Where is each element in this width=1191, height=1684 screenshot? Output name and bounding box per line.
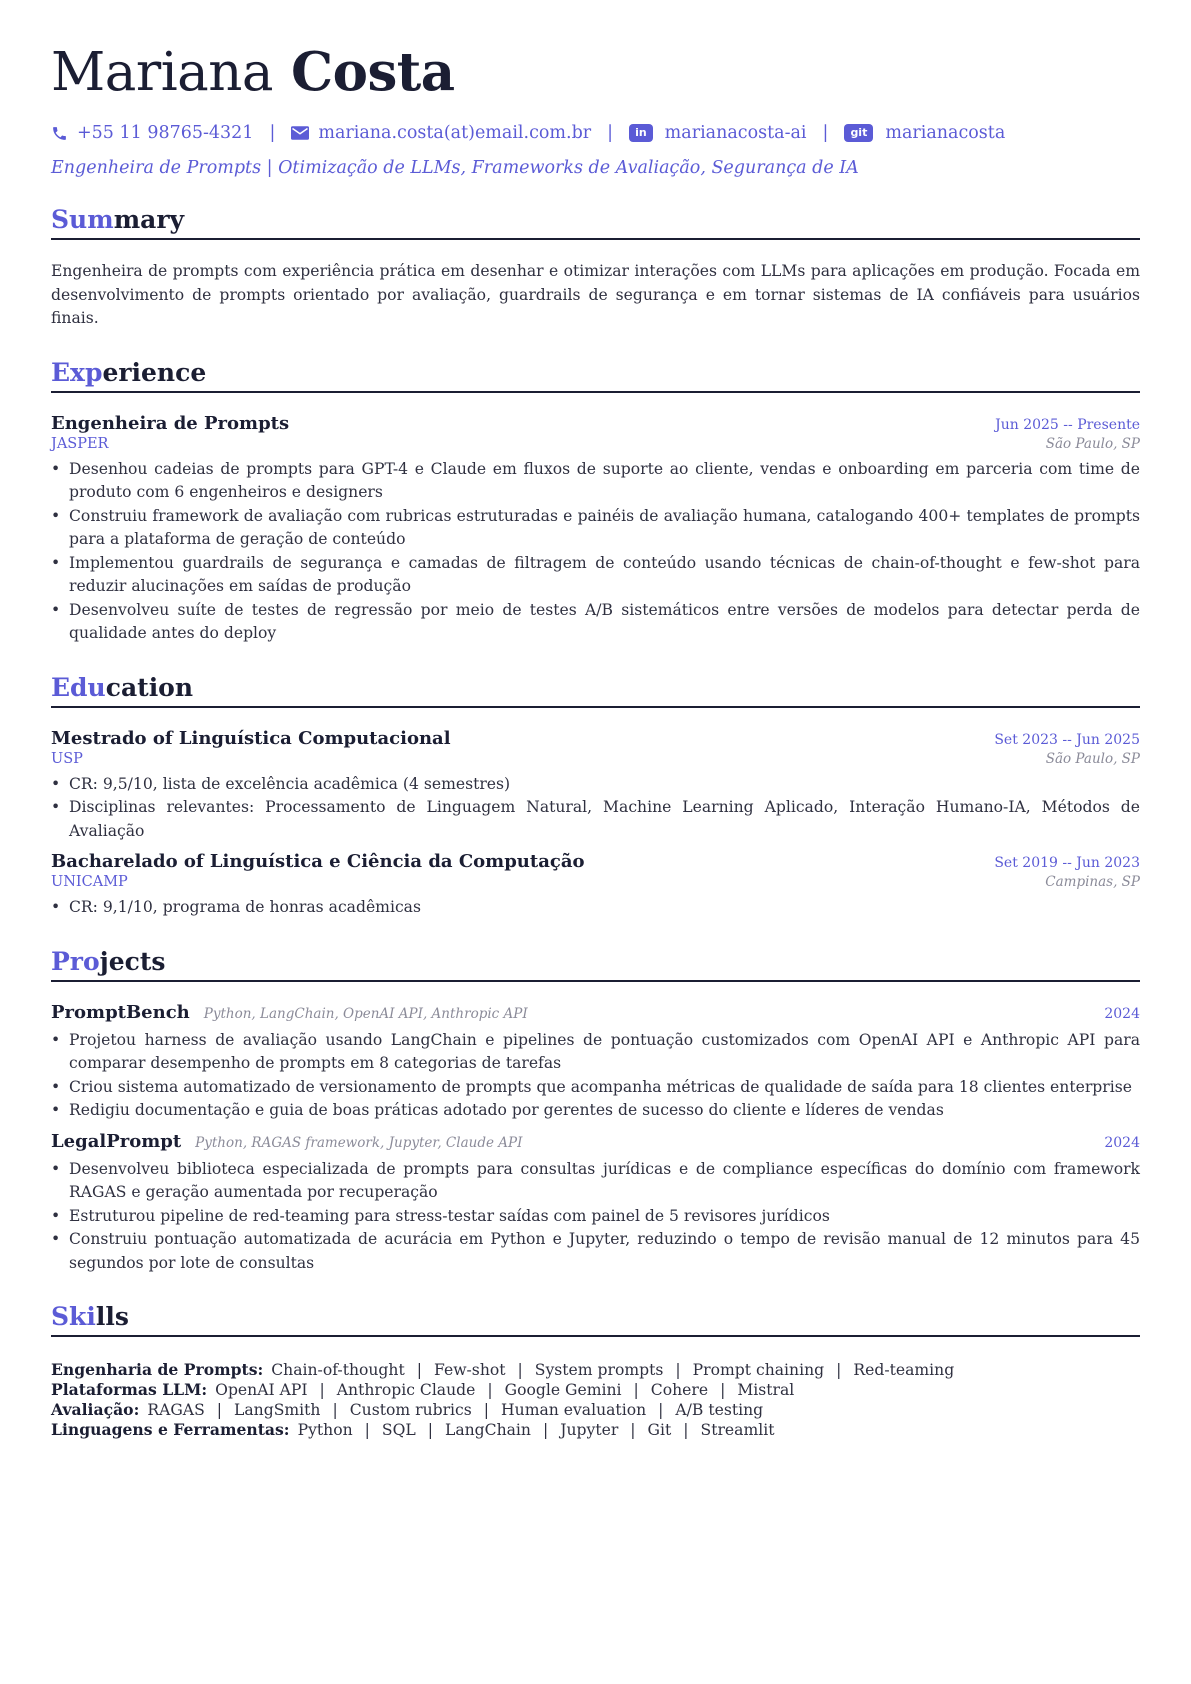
- skill-item: Few-shot: [434, 1361, 506, 1379]
- degree-bullets: [51, 896, 1140, 920]
- skill-item: Google Gemini: [504, 1381, 622, 1399]
- skill-item: SQL: [381, 1421, 416, 1439]
- project-year: 2024: [1104, 1005, 1140, 1022]
- skill-separator: |: [675, 1361, 681, 1379]
- skill-row: [51, 1380, 1140, 1400]
- envelope-icon: [291, 126, 309, 140]
- github-text: marianacosta: [885, 123, 1006, 143]
- skill-category: Linguagens e Ferramentas:: [51, 1420, 290, 1439]
- entry-subheader: [51, 436, 1140, 452]
- section-title-education: [51, 672, 1140, 708]
- skill-separator: |: [836, 1361, 842, 1379]
- list-item: • Desenhou cadeias de prompts para GPT-4 e Claude em fluxos de suporte ao cliente, vendas e onboarding em parceria com time de produto com 6 engenheiros e designers: [69, 458, 1140, 505]
- summary-text: Engenheira de prompts com experiência prática em desenhar e otimizar interações com LLMs para aplicações em produção. Focada em desenvolvimento de prompts orientado por avaliação, guardrails de segurança e em tornar sistemas de IA confiáveis para usuários finais.: [51, 262, 1140, 327]
- project-name: LegalPrompt: [51, 1130, 182, 1152]
- phone-text: +55 11 98765-4321: [77, 123, 254, 143]
- skill-separator: |: [364, 1421, 370, 1439]
- skill-item: LangChain: [444, 1421, 531, 1439]
- skills-list: [51, 1360, 1140, 1440]
- degree-title: Bacharelado of Linguística e Ciência da Computação: [51, 851, 585, 872]
- first-name: Mariana: [51, 42, 273, 103]
- skill-item: A/B testing: [675, 1401, 764, 1419]
- project-entry: [51, 1131, 1140, 1276]
- skill-item: Streamlit: [700, 1421, 775, 1439]
- contact-github[interactable]: [844, 123, 1005, 143]
- education-entry: [51, 851, 1140, 920]
- section-title-accent: Sum: [51, 205, 114, 234]
- skill-separator: |: [427, 1421, 433, 1439]
- candidate-name: [51, 36, 1140, 109]
- skill-item: Cohere: [650, 1381, 709, 1399]
- school-name: UNICAMP: [51, 874, 128, 890]
- school-location: São Paulo, SP: [1045, 750, 1140, 767]
- skill-separator: |: [319, 1381, 325, 1399]
- contact-linkedin[interactable]: [629, 123, 806, 143]
- contact-separator: |: [269, 123, 276, 143]
- list-item: • Redigiu documentação e guia de boas práticas adotado por gerentes de sucesso do cliente e líderes de vendas: [69, 1099, 1140, 1123]
- contact-email[interactable]: [291, 123, 591, 143]
- skill-item: OpenAI API: [215, 1381, 308, 1399]
- skill-separator: |: [542, 1421, 549, 1439]
- list-item: • CR: 9,1/10, programa de honras acadêmicas: [69, 896, 1140, 920]
- contact-separator: |: [822, 123, 829, 143]
- list-item: • Disciplinas relevantes: Processamento de Linguagem Natural, Machine Learning Aplicado, Interação Humano-IA, Métodos de Avaliação: [69, 796, 1140, 843]
- skill-separator: |: [216, 1401, 223, 1419]
- phone-icon: [51, 125, 68, 142]
- skill-item: Human evaluation: [501, 1401, 647, 1419]
- list-item: • Construiu pontuação automatizada de acurácia em Python e Jupyter, reduzindo o tempo de revisão manual de 12 minutos para 45 segundos por lote de consultas: [69, 1228, 1140, 1275]
- experience-entry: [51, 413, 1140, 646]
- project-heading: [51, 1131, 522, 1152]
- skill-item: RAGAS: [147, 1401, 205, 1419]
- section-title-accent: Edu: [51, 672, 106, 702]
- skill-row: [51, 1360, 1140, 1380]
- skill-item: Custom rubrics: [349, 1401, 472, 1419]
- skill-row: [51, 1420, 1140, 1440]
- project-bullets: [51, 1029, 1140, 1123]
- list-item: • Projetou harness de avaliação usando LangChain e pipelines de pontuação customizados com OpenAI API e Anthropic API para comparar desempenho de prompts em 8 categorias de tarefas: [69, 1029, 1140, 1076]
- school-name: USP: [51, 750, 83, 767]
- skill-row: [51, 1400, 1140, 1420]
- section-title-accent: Pro: [51, 946, 100, 976]
- project-tech: Python, LangChain, OpenAI API, Anthropic API: [203, 1005, 528, 1022]
- skill-item: Red-teaming: [853, 1361, 955, 1379]
- project-year: 2024: [1104, 1134, 1140, 1151]
- list-item: • Desenvolveu suíte de testes de regressão por meio de testes A/B sistemáticos entre versões de modelos para detectar perda de qualidade antes do deploy: [69, 599, 1140, 646]
- skill-separator: |: [658, 1401, 664, 1419]
- job-date: Jun 2025 -- Presente: [995, 416, 1140, 433]
- skill-separator: |: [630, 1421, 636, 1439]
- section-title-rest: jects: [99, 946, 166, 976]
- skill-category: Avaliação:: [51, 1400, 140, 1419]
- section-title-summary: [51, 204, 1140, 240]
- skill-category: Engenharia de Prompts:: [51, 1360, 264, 1379]
- list-item: • Construiu framework de avaliação com rubricas estruturadas e painéis de avaliação humana, catalogando 400+ templates de prompts para a plataforma de geração de conteúdo: [69, 505, 1140, 552]
- job-location: São Paulo, SP: [1045, 435, 1140, 452]
- skill-item: Jupyter: [560, 1421, 619, 1439]
- skill-separator: |: [483, 1401, 490, 1419]
- skill-category: Plataformas LLM:: [51, 1380, 208, 1399]
- section-title-accent: Exp: [51, 357, 103, 387]
- last-name: Costa: [290, 41, 455, 103]
- entry-header: [51, 1131, 1140, 1152]
- section-title-rest: cation: [105, 672, 194, 702]
- entry-header: [51, 851, 1140, 872]
- skill-separator: |: [683, 1421, 689, 1439]
- section-title-projects: [51, 946, 1140, 982]
- project-bullets: [51, 1158, 1140, 1276]
- linkedin-icon: in: [629, 124, 653, 142]
- list-item: • CR: 9,5/10, lista de excelência acadêmica (4 semestres): [69, 773, 1140, 797]
- entry-subheader: [51, 874, 1140, 890]
- entry-header: [51, 728, 1140, 749]
- skill-item: Mistral: [737, 1381, 795, 1399]
- degree-date: Set 2019 -- Jun 2023: [994, 855, 1140, 871]
- project-name: PromptBench: [51, 1001, 190, 1023]
- job-bullets: [51, 458, 1140, 646]
- list-item: • Desenvolveu biblioteca especializada de prompts para consultas jurídicas e de compliance específicas do domínio com framework RAGAS e geração aumentada por recuperação: [69, 1158, 1140, 1205]
- skill-item: Python: [297, 1421, 353, 1439]
- section-title-rest: erience: [102, 357, 207, 387]
- git-icon: git: [844, 124, 873, 142]
- contact-separator: |: [607, 123, 614, 143]
- skill-item: Git: [647, 1421, 672, 1439]
- project-heading: [51, 1002, 528, 1023]
- skill-item: System prompts: [534, 1361, 664, 1379]
- entry-header: [51, 413, 1140, 434]
- skill-item: LangSmith: [234, 1401, 321, 1419]
- contact-phone[interactable]: [51, 123, 253, 143]
- tagline: Engenheira de Prompts | Otimização de LLMs, Frameworks de Avaliação, Segurança de IA: [51, 158, 859, 178]
- section-title-rest: lls: [95, 1302, 129, 1331]
- degree-title: Mestrado of Linguística Computacional: [51, 727, 451, 749]
- skill-separator: |: [720, 1381, 726, 1399]
- list-item: • Criou sistema automatizado de versionamento de prompts que acompanha métricas de qualidade de saída para 18 clientes enterprise: [69, 1076, 1140, 1100]
- section-title-skills: [51, 1301, 1140, 1337]
- school-location: Campinas, SP: [1045, 874, 1140, 890]
- skill-separator: |: [487, 1381, 493, 1399]
- list-item: • Implementou guardrails de segurança e camadas de filtragem de conteúdo usando técnicas de chain-of-thought e few-shot para reduzir alucinações em saídas de produção: [69, 552, 1140, 599]
- skill-item: Prompt chaining: [692, 1361, 825, 1379]
- entry-subheader: [51, 751, 1140, 767]
- degree-bullets: [51, 773, 1140, 844]
- project-tech: Python, RAGAS framework, Jupyter, Claude API: [195, 1134, 523, 1151]
- company-name: JASPER: [51, 435, 109, 452]
- entry-header: [51, 1002, 1140, 1023]
- list-item: • Estruturou pipeline de red-teaming para stress-testar saídas com painel de 5 revisores jurídicos: [69, 1205, 1140, 1229]
- skill-separator: |: [517, 1361, 523, 1379]
- skill-separator: |: [332, 1401, 338, 1419]
- section-title-rest: mary: [113, 205, 185, 234]
- education-entry: [51, 728, 1140, 844]
- job-title: Engenheira de Prompts: [51, 412, 290, 434]
- contact-bar: [51, 121, 1140, 145]
- linkedin-text: marianacosta-ai: [664, 123, 807, 143]
- email-text: mariana.costa(at)email.com.br: [318, 123, 592, 143]
- section-title-experience: [51, 357, 1140, 393]
- section-title-accent: Ski: [51, 1302, 96, 1331]
- skill-separator: |: [633, 1381, 639, 1399]
- project-entry: [51, 1002, 1140, 1123]
- degree-date: Set 2023 -- Jun 2025: [994, 731, 1140, 748]
- skill-separator: |: [416, 1361, 422, 1379]
- skill-item: Anthropic Claude: [336, 1381, 476, 1399]
- skill-item: Chain-of-thought: [271, 1361, 405, 1379]
